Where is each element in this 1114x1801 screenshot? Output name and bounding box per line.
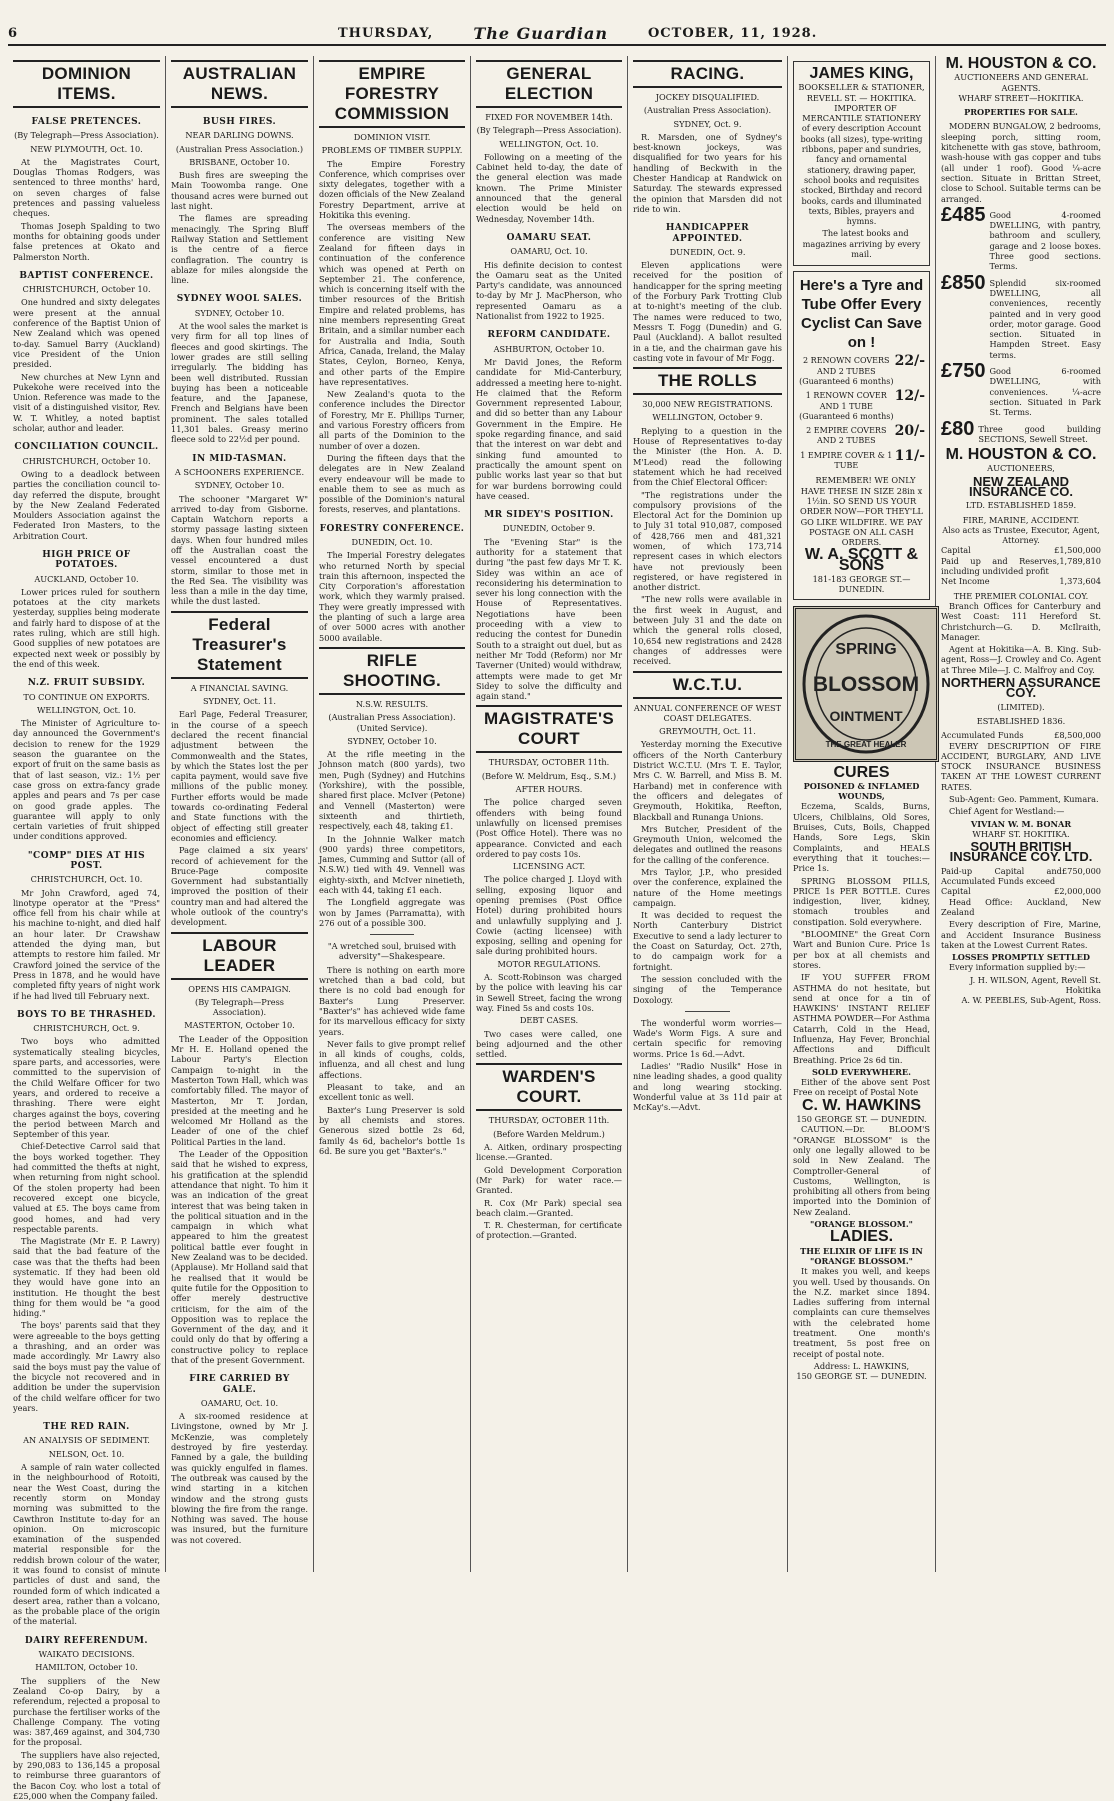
paragraph: The Longfield aggregate was won by James (Parramatta), with 276 out of a possible 300. [319, 897, 465, 928]
property-desc: Good 4-roomed DWELLING, with pantry, bathroom and scullery, garage and 2 loose boxes. Three good sections. Terms. [989, 209, 1101, 272]
paragraph: Mrs Butcher, President of the Greymouth Union, welcomed the delegates and outlined the reasons for the calling of the conference. [633, 823, 782, 865]
advert-name: M. HOUSTON & CO. [945, 55, 1097, 72]
masthead-day: THURSDAY, [338, 25, 434, 41]
advert-agent: J. H. WILSON, Agent, Revell St. Hokitika [969, 974, 1101, 996]
dateline: DUNEDIN, Oct. 10. [351, 536, 433, 547]
advert-paragraph: Head Office: Auckland, New Zealand [941, 896, 1101, 917]
price-row [798, 423, 925, 447]
property-price: £80 [941, 417, 975, 440]
advert-paragraph: EVERY DESCRIPTION OF FIRE ACCIDENT, BURGLARY, AND LIVE STOCK INSURANCE BUSINESS TAKEN AT THE LOWEST CURRENT RATES. [941, 740, 1101, 792]
paragraph: The police charged J. Lloyd with selling, exposing liquor and opening premises (Post Office Hotel) during prohibited hours and unlawfully supplying and J. Cowie (acting licensee) with exposing, selling and opening for sale during prohibited hours. [476, 874, 622, 957]
dateline: SYDNEY, Oct. 9. [673, 118, 742, 129]
masthead-title: The Guardian [473, 23, 608, 43]
dateline: DUNEDIN, Oct. 9. [669, 246, 746, 257]
finance-value: £750,000 [1061, 865, 1101, 876]
story-source: (By Telegraph—Press Association). [476, 125, 622, 136]
finance-row [941, 886, 1101, 896]
price-value: 11/- [894, 447, 925, 464]
story-subtitle: ANNUAL CONFERENCE OF WEST COAST DELEGATES. [633, 702, 782, 723]
paragraph: Mr John Crawford, aged 74, linotype operator at the "Press" office fell from his chair while at his machine to-night, and died half an hour later. Dr Crawshaw attended the dying man, but attempts to restore him failed. Mr Crawford joined the service of the Press in 1878, and he would have completed fifty years of night work if he had lived till February next. [13, 887, 160, 1001]
advert-paragraph: IMPORTER OF MERCANTILE STATIONERY of every description Account books (all sizes), type-writing ribbons, paper and sundries, fancy and ornamental stationery, drawing paper, school books and requisites stocked, Birthday and record books, cards and illuminated texts, Bibles, prayers and hymns. [800, 102, 923, 227]
paragraph: It was decided to request the North Canterbury District Executive to send a lady lecturer to the Coast on Saturday, Oct. 27th, to do campaign work for a fortnight. [633, 910, 782, 972]
advert-ladies: LADIES. [829, 1228, 894, 1246]
story-subtitle: DOMINION VISIT. [353, 132, 431, 142]
paragraph: The Empire Forestry Conference, which comprises over sixty delegates, together with a dozen officials of the New Zealand Forestry Department, arrive at Hokitika this evening. [319, 158, 465, 221]
story-title: MR SIDEY'S POSITION. [484, 510, 614, 521]
advert-paragraph: Eczema, Scalds, Burns, Ulcers, Chilblains, Old Sores, Bruises, Cuts, Boils, Chapped Hands, Sore Legs, Skin Complaints, and HEALS everything that it touches:—Price 1s. [793, 801, 930, 874]
finance-value: £1,500,000 [1054, 545, 1101, 556]
story-source: (By Telegraph—Press Association). [195, 996, 284, 1018]
paragraph: "The new rolls were available in the first week in August, and between July 31 and the date on which the general rolls closed, 10,654 new registrations and 2428 changes of addresses were received. [633, 594, 782, 667]
story-source: (Australian Press Association). (United Service). [328, 712, 456, 733]
story-subtitle: OPENS HIS CAMPAIGN. [188, 983, 291, 994]
dateline: DUNEDIN, October 9. [502, 523, 596, 534]
advert-est: LTD. ESTABLISHED 1859. [965, 500, 1077, 511]
seal-bot-text: OINTMENT [829, 707, 903, 724]
story-title: FIRE CARRIED BY GALE. [189, 1374, 290, 1395]
price-row [798, 353, 925, 387]
advert-name: NEW ZEALAND INSURANCE CO. [968, 473, 1073, 499]
masthead [8, 22, 1106, 46]
section-title: WARDEN'S COURT. [476, 1063, 622, 1111]
paragraph: Earl Page, Federal Treasurer, in the course of a speech declared the recent financial adjustment between the Commonwealth and the States, by which the States lost the per capita payment, would save five millions of the public money. Further efforts would be made towards co-ordinating Federal and State functions with the object of effecting still greater economies and efficiency. [171, 709, 308, 843]
finance-label: Capital [941, 886, 971, 897]
finance-row [941, 545, 1101, 555]
paragraph: The overseas members of the conference are visiting New Zealand for fifteen days in continuation of the conference which was opened at Perth on September 21. The conference, which is concerning itself with the timber resources of the British Empire and related problems, has nine members representing Great Britain, and a similar number each for Australia and India, South Africa, Canada, Ireland, the Malay States, Ceylon, Borneo, Kenya, and other parts of the Empire have representatives. [319, 222, 465, 387]
columns [8, 55, 1106, 1801]
finance-label: Accumulated Funds [941, 730, 1024, 741]
paragraph: There is nothing on earth more wretched than a bad cold, but there is no cold bad enough for Baxter's Lung Preserver. "Baxter's" has achieved wide fame for its marvellous efficacy for sixty years. [319, 964, 465, 1037]
story-subtitle: NEAR DARLING DOWNS. [185, 130, 294, 141]
property-price: £850 [941, 271, 986, 294]
masthead-date: OCTOBER, 11, 1928. [647, 25, 818, 41]
advert-est: ESTABLISHED 1836. [976, 715, 1066, 726]
paragraph: R. Cox (Mr Park) special sea beach claim.—Granted. [476, 1197, 622, 1218]
section-title: EMPIRE FORESTRY COMMISSION [319, 60, 465, 128]
advert-address: 150 GEORGE ST. — DUNEDIN. [796, 1114, 927, 1125]
finance-row [941, 730, 1101, 740]
advert-quote: "A wretched soul, bruised with adversity"—Shakespeare. [327, 941, 457, 962]
price-item: 2 EMPIRE COVERS AND 2 TUBES [806, 426, 887, 446]
paragraph: The Leader of the Opposition Mr H. E. Holland opened the Labour Party's Election Campaign to-night in the Masterton Town Hall, which was comfortably filled. The mayor of Masterton, Mr T. Jordan, presided at the meeting and he welcomed Mr Holland as the Leader of one of the chief Political Parties in the land. [171, 1033, 308, 1147]
finance-label: Net Income [941, 576, 990, 587]
section-title: GENERAL ELECTION [476, 60, 622, 108]
paragraph: In the Johnnie Walker match (900 yards) three competitors, James, Cumming and Suttor (all of N.S.W.) tied with 49. Vennell was eighty-sixth, and McIver ninetieth, each with 44, taking £1 each. [319, 833, 465, 895]
finance-value: 1,789,810 [1059, 555, 1101, 566]
advert-trade: BOOKSELLER & STATIONER, [798, 82, 925, 93]
story-subtitle: FIXED FOR NOVEMBER 14th. [485, 112, 613, 122]
property-price: £750 [941, 360, 986, 383]
paragraph: At the rifle meeting in the Johnson match (800 yards), two men, Pugh (Sydney) and Hutchins (Yorkshire), with the possible, shared first place. McIver (Petone) and Vennell (Masterton) were sixteenth and thirtieth, respectively, each 48, taking £1. [319, 749, 465, 832]
paragraph: At the Magistrates Court, Douglas Thomas Rodgers, was sentenced to three months' hard, on seven charges of false pretences and passing valueless cheques. [13, 156, 160, 219]
paragraph: "The registrations under the compulsory provisions of the Electoral Act for the Dominion up to July 31 total 910,087, composed of 428,766 men and 481,321 women, of which 173,714 represent cases in which electors have not previously been registered, or have registered in another district. [633, 489, 782, 593]
advert-james-king [793, 61, 930, 266]
paragraph: The boys' parents said that they were agreeable to the boys getting a thrashing, and an order was made accordingly. Mr Lawry also said the boys must pay the value of the bicycle not recovered and in addition be under the supervision of the child welfare officer for two years. [13, 1320, 160, 1413]
story-subtitle: A SCHOONERS EXPERIENCE. [174, 466, 305, 477]
advert-address: WHARF STREET—HOKITIKA. [958, 92, 1084, 103]
paragraph: A. Aitken, ordinary prospecting license.—Granted. [476, 1142, 622, 1163]
paragraph: Gold Development Corporation (Mr Park) for water race.—Granted. [476, 1164, 622, 1196]
dateline: SYDNEY, October 10. [347, 735, 437, 746]
advert-address: 150 GEORGE ST. — DUNEDIN. [796, 1371, 927, 1382]
advert-name: C. W. HAWKINS [801, 1096, 922, 1114]
dateline: WELLINGTON, Oct. 10. [499, 138, 599, 149]
paragraph: Never fails to give prompt relief in all kinds of coughs, colds, influenza, and all chest and lung affections. [319, 1038, 465, 1080]
finance-value: 1,373,604 [1059, 576, 1101, 587]
property-listing [941, 203, 1101, 272]
story-title: THE RED RAIN. [43, 1422, 130, 1433]
advert-paragraph: The latest books and magazines arriving by every mail. [802, 228, 921, 260]
dateline: WELLINGTON, October 9. [652, 412, 763, 423]
dateline: HAMILTON, October 10. [35, 1662, 138, 1673]
paragraph: A six-roomed residence at Livingstone, owned by Mr J. McKenzie, was completely destroyed by fire yesterday. Fanned by a gale, the building was quickly engulfed in flames. The outbreak was caused by the wind starting in a kitchen window and the strong gusts blowing the fire from the range. Nothing was saved. The house was insured, but the furniture was not covered. [171, 1411, 308, 1545]
story-subtitle: LICENSING ACT. [512, 861, 586, 872]
advert-paragraph: Chief Agent for Westland:— [949, 806, 1065, 817]
advert-also: Also acts as Trustee, Executor, Agent, Attorney. [942, 524, 1100, 546]
advert-heading: POISONED & INFLAMED WOUNDS, [803, 780, 920, 802]
dateline: SYDNEY, October 10. [194, 480, 285, 491]
advert-paragraph: SPRING BLOSSOM PILLS, PRICE 1s PER BOTTLE. Cures indigestion, liver, kidney, stomach troubles and constipation. Sold everywhere. [793, 875, 930, 927]
price-value: 12/- [894, 388, 925, 405]
section-title: DOMINION ITEMS. [13, 60, 160, 108]
paragraph: Following on a meeting of the Cabinet held to-day, the date of the general election was made known. The Prime Minister announced that the general election would be held on Wednesday, November 14th. [476, 151, 622, 224]
dateline: WELLINGTON, Oct. 10. [36, 704, 137, 715]
story-title: REFORM CANDIDATE. [487, 330, 611, 341]
advert-heading: PROPERTIES FOR SALE. [964, 107, 1078, 118]
section-title: LABOUR LEADER [171, 932, 308, 980]
column-general-election [471, 56, 628, 1572]
property-desc: Good 6-roomed DWELLING, with conveniences. ¼-acre section. Situated in Park St. Terms. [989, 366, 1101, 418]
advert-paragraph: Agent at Hokitika—A. B. King. Sub-agent, Ross—J. Crowley and Co. Agent at Three Mile—J. C. Malfroy and Coy. [941, 644, 1101, 675]
seal-mid-text: BLOSSOM [812, 672, 920, 696]
price-value: 22/- [894, 353, 925, 370]
advert-firm: W. A. SCOTT & SONS [804, 546, 919, 574]
story-source: (Australian Press Association). [643, 105, 772, 116]
paragraph: Two boys who admitted systematically stealing bicycles, spare parts, and accessories, were committed to the supervision of the Child Welfare Officer for two years, and ordered to receive a thrashing. There were eight charges against the boys, covering the period between March and September of this year. [13, 1036, 160, 1140]
property-desc: Splendid six-roomed DWELLING, all conveniences, recently painted and in very good order, motor garage. Good section. Situated in Hampden Street. Easy terms. [989, 277, 1101, 360]
paragraph: Owing to a deadlock between parties the conciliation council to-day referred the dispute, brought by the New Zealand Federated Moulders Association against the Federated Iron Masters, to the Arbitration Court. [13, 468, 160, 541]
dateline: CHRISTCHURCH, October 10. [22, 284, 151, 295]
paragraph: During the fifteen days that the delegates are in New Zealand every endeavour will be made to enable them to see as much as possible of the Dominion's natural forests, reserves, and plantations. [319, 452, 465, 515]
finance-row [941, 576, 1101, 586]
advert-paragraph: CAUTION.—Dr. BLOOM'S "ORANGE BLOSSOM" is the only one legally allowed to be sold in New Zealand. The Comptroller-General of Customs, Wellington, is prohibiting all others from being imported into the Dominion of New Zealand. [793, 1124, 930, 1217]
story-subtitle: TO CONTINUE ON EXPORTS. [23, 691, 150, 702]
advert-name: SOUTH BRITISH INSURANCE COY. LTD. [949, 839, 1093, 865]
story-subtitle: PROBLEMS OF TIMBER SUPPLY. [321, 145, 463, 156]
story-subtitle: AN ANALYSIS OF SEDIMENT. [23, 1435, 150, 1446]
section-title: THE ROLLS [633, 367, 782, 395]
advert-heading: THE ELIXIR OF LIFE IS IN "ORANGE BLOSSOM." [800, 1245, 923, 1266]
dateline: ASHBURTON, October 10. [493, 343, 605, 354]
advert-paragraph: Either of the above sent Post Free on receipt of Postal Note [793, 1077, 930, 1098]
page-number: 6 [8, 25, 19, 41]
advert-paragraph: Ladies' "Radio Nusilk" Hose in nine leading shades, a good quality and long wearing stocking. Wonderful value at 3s 11d pair at McKay's.—Advt. [633, 1061, 782, 1113]
seal-top-text: SPRING [835, 640, 897, 658]
column-australian-news [166, 56, 314, 1572]
paragraph: Eleven applications were received for the position of handicapper for the spring meeting of the Forbury Park Trotting Club at to-night's meeting of the club. The names were reduced to two, Messrs T. Fogg (Dunedin) and G. Paul (Auckland). A ballot resulted in a tie, and the chairman gave his casting vote in favour of Mr Fogg. [633, 260, 782, 363]
dateline: SYDNEY, October 10. [194, 307, 285, 318]
story-source: (By Telegraph—Press Association). [14, 130, 159, 141]
paragraph: Mr David Jones, the Reform candidate for Mid-Canterbury, addressed a meeting here to-night. He claimed that the Reform Government represented Labour, and did so better than any Labour Government in the Empire. He spoke regarding finance, and said that the interest on war debt and sinking fund amounted to practically the amount spent on public works last year so that but for war burdens borrowing could have ceased. [476, 356, 622, 501]
dateline: BRISBANE, October 10. [189, 156, 290, 167]
finance-value: £2,000,000 [1054, 886, 1101, 897]
advert-paragraph: Every description of Fire, Marine, and Accident Insurance Business taken at the Lowest Current Rates. [941, 919, 1101, 950]
dateline: SYDNEY, Oct. 11. [202, 696, 277, 707]
divider [685, 1011, 730, 1012]
paragraph: The session concluded with the singing of the Temperance Doxology. [633, 973, 782, 1005]
dateline: OAMARU, Oct. 10. [510, 246, 588, 257]
dateline: AUCKLAND, October 10. [34, 573, 139, 584]
dateline: CHRISTCHURCH, Oct. 9. [33, 1023, 140, 1034]
section-title: Federal Treasurer's Statement [171, 611, 308, 679]
paragraph: Baxter's Lung Preserver is sold by all chemists and stores. Generous sized bottle 2s 6d, family 4s 6d, bachelor's bottle 1s 6d. Be sure you get "Baxter's." [319, 1104, 465, 1156]
paragraph: Pleasant to take, and an excellent tonic as well. [319, 1082, 465, 1103]
dateline: OAMARU, Oct. 10. [200, 1397, 279, 1408]
story-title: "COMP" DIES AT HIS POST. [27, 850, 146, 871]
paragraph: The schooner "Margaret W" arrived to-day from Gisborne. Captain Watchorn reports a stormy passage lasting sixteen days. When four hundred miles off the Australian coast the vessel encountered a dust storm, similar to those met in the Red Sea. The visibility was less than a mile in the day time, while the dust lasted. [171, 493, 308, 607]
section-title: RIFLE SHOOTING. [319, 647, 465, 695]
paragraph: The suppliers of the New Zealand Co-op Dairy, by a referendum, rejected a proposal to purchase the fertiliser works of the Challenge Company. The voting was: 387,469 against, and 304,730 for the proposal. [13, 1675, 160, 1748]
price-value: 20/- [894, 423, 925, 440]
advert-trade: AUCTIONEERS AND GENERAL AGENTS. [954, 72, 1088, 93]
story-subtitle: MOTOR REGULATIONS. [497, 958, 601, 969]
advert-lines: FIRE, MARINE, ACCIDENT. [962, 514, 1080, 525]
story-subtitle: N.S.W. RESULTS. [355, 698, 429, 709]
story-title: BOYS TO BE THRASHED. [16, 1009, 157, 1020]
property-listing [941, 360, 1101, 418]
advert-address: REVELL ST. — HOKITIKA. [806, 92, 917, 103]
finance-label: Capital [941, 545, 971, 556]
story-title: SYDNEY WOOL SALES. [176, 294, 303, 305]
paragraph: The suppliers have also rejected, by 290,083 to 136,145 a proposal to reimburse three guarantors of the Bacon Coy. who lost a total of £25,000 when the Company failed. [13, 1749, 160, 1801]
story-title: CONCILIATION COUNCIL. [14, 442, 159, 453]
price-row [798, 388, 925, 422]
advert-agent: A. W. PEEBLES, Sub-Agent, Ross. [961, 995, 1101, 1006]
advert-name: JAMES KING, [809, 65, 914, 82]
advert-paragraph: "BLOOMINE" the Great Corn Wart and Bunion Cure. Price 1s per box at all chemists and stores. [793, 929, 930, 970]
paragraph: Lower prices ruled for southern potatoes at the city markets yesterday, supplies being moderate and fairly hard to dispose of at the rates ruling, which are still high. Good supplies of new potatoes are expected next week or possibly by the end of this week. [13, 586, 160, 669]
advert-address: Address: L. HAWKINS, [813, 1360, 910, 1371]
paragraph: Replying to a question in the House of Representatives to-day the Minister (the Hon. A. D. M'Leod) read the following statement which he had received from the Chief Electoral Officer: [633, 425, 782, 488]
paragraph: Yesterday morning the Executive officers of the North Canterbury District W.C.T.U. (Mrs T. E. Taylor, Mrs C. W. Barrell, and Miss B. M. Harband) met in conference with the officers and delegates of Greymouth, Hokitika, Reefton, Blackball and Runanga Unions. [633, 739, 782, 822]
property-price: £485 [941, 203, 986, 226]
paragraph: A sample of rain water collected in the neighbourhood of Rotoiti, near the West Coast, during the recently storm on Monday morning was submitted to the Cawthron Institute to-day for an opinion. On microscopic examination of the suspended material responsible for the reddish brown colour of the water, it was found to consist of minute particles of dust and sand, the rounded form of which indicated a desert area, rather than a volcano, as the probable place of the origin of the material. [13, 1462, 160, 1627]
paragraph: His definite decision to contest the Oamaru seat as the United Party's candidate, was announced to-day by Mr J. MacPherson, who represented Oamaru as a Nationalist from 1922 to 1925. [476, 259, 622, 322]
column-dominion-items [8, 56, 166, 1801]
price-item: 1 RENOWN COVER AND 1 TUBE (Guaranteed 6 months) [799, 391, 894, 421]
finance-row [941, 556, 1101, 577]
finance-label: Paid-up Capital and Accumulated Funds exceed [941, 865, 1062, 887]
section-title: W.C.T.U. [633, 671, 782, 699]
story-subtitle: AFTER HOURS. [515, 784, 583, 795]
story-subtitle: WAIKATO DECISIONS. [38, 1649, 135, 1660]
column-empire-forestry [314, 56, 471, 1572]
court-before: (Before Warden Meldrum.) [493, 1128, 605, 1139]
paragraph: Two cases were called, one being adjourned and the other settled. [476, 1028, 622, 1060]
section-title: MAGISTRATE'S COURT [476, 705, 622, 753]
paragraph: Chief-Detective Carrol said that the boys worked together. They had committed the thefts at night, when returning from night school. Of the stolen property had been recovered except one bicycle, valued at £5. The boys came from good homes, and had very respectable parents. [13, 1141, 160, 1234]
advert-paragraph: REMEMBER! WE ONLY HAVE THESE IN SIZE 28in x 1½in. SO SEND US YOUR ORDER NOW—FOR THEY'LL GO LIKE WILDFIRE. WE PAY POSTAGE ON ALL CASH ORDERS. [800, 475, 923, 548]
advert-firm: THE PREMIER COLONIAL COY. [953, 590, 1089, 601]
paragraph: Page claimed a six years' record of achievement for the Bruce-Page composite Government had substantially improved the position of their country man and had altered the whole outlook of the country's development. [171, 845, 308, 928]
paragraph: Thomas Joseph Spalding to two months for obtaining goods under false pretences at Okato and Palmerston North. [13, 220, 160, 262]
paragraph: The "Evening Star" is the authority for a statement that during "the past few days Mr T. K. Sidey was within an ace of reconsidering his determination to sever his long connection with the House of Representatives. Negotiations have been proceeding with a view to reducing the contest for Dunedin South to a straight out duel, but as neither Mr Todd (Reform) nor Mr Taverner (United) would withdraw, attempts were made to get Mr Sidey to solve the difficulty and again stand." [476, 536, 622, 702]
advert-paragraph: The wonderful worm worries—Wade's Worm Figs. A sure and certain specific for removing worms. Price 1s 6d.—Advt. [633, 1017, 782, 1059]
paragraph: New churches at New Lynn and Pukekohe were received into the Union. Reference was made to the visit of a distinguished visitor, Rev. W. T. Whitley, a noted baptist scholar, author and leader. [13, 371, 160, 434]
paragraph: Bush fires are sweeping the Main Toowomba range. One thousand acres were burned out last night. [171, 170, 308, 212]
story-title: HIGH PRICE OF POTATOES. [42, 549, 131, 571]
dateline: GREYMOUTH, Oct. 11. [659, 726, 756, 737]
story-title: IN MID-TASMAN. [192, 453, 287, 464]
advert-address: WHARF ST. HOKITIKA. [972, 828, 1070, 839]
story-title: BAPTIST CONFERENCE. [19, 270, 154, 281]
paragraph: Mrs Taylor, J.P., who presided over the conference, explained the nature of the Home meetings campaign. [633, 867, 782, 908]
paragraph: The Minister of Agriculture to-day announced the Government's decision to renew for the 1929 season the guarantee on the export of fruit on the same basis as that of last season, viz.: 1½ per case gross on extra-fancy grade apples and pears and 7s per case on good grade apples. The guarantee will apply to only certain varieties of fruit shipped under conditions approved. [13, 718, 160, 842]
story-source: (Australian Press Association.) [175, 143, 304, 154]
seal-bottom-text: THE GREAT HEALER [825, 739, 907, 749]
paragraph: The Leader of the Opposition said that he wished to express, his gratification at the splendid attendance that night. To him it was an indication of the great interest that was being taken in the political situation and in the campaign in which what appeared to him the greatest political battle ever fought in New Zealand was to be decided. (Applause). Mr Holland said that he realised that it would be quite futile for the Opposition to offer merely destructive criticism, for the aim of the Opposition was to replace the Government of the day, and it could only do that by offering a constructive policy to replace that of the present Government. [171, 1149, 308, 1365]
court-before: (Before W. Meldrum, Esq., S.M.) [481, 770, 617, 781]
advert-paragraph: MODERN BUNGALOW, 2 bedrooms, sleeping porch, sitting room, kitchenette with gas stove, bathroom, wash-house with gas copper and tubs (all under 1 roof). Good ¼-acre section. Situate in Brittan Street, close to School. Suitable terms can be arranged. [941, 121, 1101, 204]
advert-address: 181-183 GEORGE ST.—DUNEDIN. [812, 573, 911, 595]
section-title: RACING. [633, 60, 782, 88]
dateline: CHRISTCHURCH, October 10. [22, 455, 151, 466]
advert-paragraph: Branch Offices for Canterbury and West Coast: 111 Hereford St. Christchurch—G. D. McIlraith, Manager. [941, 600, 1101, 642]
column-advertisements-2 [936, 56, 1106, 1572]
advert-paragraph: IF YOU SUFFER FROM ASTHMA do not hesitate, but send at once for a tin of HAWKINS' INSTANT RELIEF ASTHMA POWDER—For Asthma Catarrh, Cold in the Head, Influenza, Hay Fever, Bronchial Affections and Difficult Breathing. Price 2s 6d tin. [793, 972, 930, 1065]
finance-label: Paid up and Reserves, including undivided profit [941, 555, 1060, 577]
story-subtitle: 30,000 NEW REGISTRATIONS. [642, 399, 773, 410]
spring-blossom-seal-logo [793, 606, 939, 762]
advert-paragraph: Sub-Agent: Geo. Pamment, Kumara. [949, 794, 1099, 804]
story-title: BUSH FIRES. [202, 117, 277, 127]
story-subtitle: DEBT CASES. [519, 1015, 579, 1026]
dateline: NEW PLYMOUTH, Oct. 10. [30, 143, 143, 154]
paragraph: One hundred and sixty delegates were present at the annual conference of the Baptist Union of New Zealand which was opened to-day. Samuel Barry (Auckland) vice President of the Union presided. [13, 297, 160, 370]
advert-heading: Here's a Tyre and Tube Offer Every Cyclist Can Save on ! [799, 277, 924, 352]
price-item: 2 RENOWN COVERS AND 2 TUBES (Guaranteed 6 months) [799, 356, 894, 386]
advert-heading: LOSSES PROMPTLY SETTLED [951, 952, 1090, 963]
seal-graphic [796, 609, 936, 759]
price-row [798, 447, 925, 472]
advert-trade: AUCTIONEERS, [987, 463, 1055, 474]
paragraph: The flames are spreading menacingly. The Spring Bluff Railway Station and Settlement is the centre of a fierce conflagration. The country is ablaze for miles alongside the line. [171, 213, 308, 286]
advert-name: M. HOUSTON & CO. [945, 446, 1097, 464]
story-title: FALSE PRETENCES. [31, 117, 142, 127]
price-item: 1 EMPIRE COVER & 1 TUBE [800, 450, 893, 471]
dateline: MASTERTON, October 10. [184, 1020, 295, 1031]
paragraph: R. Marsden, one of Sydney's best-known jockeys, was disqualified for two years for his handling of Beckwith in the Chester Handicap at Randwick on Saturday. The stewards expressed the opinion that Marsden did not ride to win. [633, 131, 782, 214]
story-subtitle: JOCKEY DISQUALIFIED. [655, 92, 760, 102]
finance-row [941, 866, 1101, 887]
finance-value: £8,500,000 [1054, 730, 1101, 741]
story-title: OAMARU SEAT. [506, 232, 592, 243]
property-listing [941, 271, 1101, 360]
story-title: N.Z. FRUIT SUBSIDY. [27, 678, 146, 689]
advert-heading: "ORANGE BLOSSOM." [810, 1219, 913, 1230]
property-listing [941, 417, 1101, 445]
story-title: HANDICAPPER APPOINTED. [665, 223, 750, 244]
divider [370, 934, 414, 935]
paragraph: The police charged seven offenders with being found unlawfully on licensed premises (Post Office Hotel). There was no appearance. Convicted and each ordered to pay costs 10s. [476, 797, 622, 859]
advert-tyre-offer [793, 271, 930, 599]
advert-ltd: (LIMITED). [997, 701, 1045, 712]
section-title: AUSTRALIAN NEWS. [171, 60, 308, 108]
paragraph: T. R. Chesterman, for certificate of protection.—Granted. [476, 1220, 622, 1241]
advert-agent: VIVIAN W. M. BONAR [970, 818, 1072, 829]
column-advertisements-1 [788, 56, 936, 1572]
court-date: THURSDAY, OCTOBER 11th. [488, 1115, 610, 1126]
paragraph: New Zealand's quota to the conference includes the Director of Forestry, Mr E. Phillips Turner, and various Forestry officers from all parts of the Dominion to the number of over a dozen. [319, 389, 465, 451]
story-subtitle: A FINANCIAL SAVING. [190, 682, 289, 693]
dateline: NELSON, Oct. 10. [48, 1448, 125, 1459]
paragraph: At the wool sales the market is very firm for all top lines of fleeces and good skirtings. The lower grades are still selling irregularly. The bidding has been well distributed. Russian buying has been a noticeable feature, and the Japanese, French and Belgians have been prominent. The sales totalled 11,301 bales. Greasy merino fleece sold to 22½d per pound. [171, 321, 308, 445]
advert-name: NORTHERN ASSURANCE COY. [941, 675, 1101, 701]
column-racing [628, 56, 788, 1572]
dateline: CHRISTCHURCH, Oct. 10. [30, 874, 143, 885]
advert-paragraph: Every information supplied by:— [949, 962, 1086, 973]
court-date: THURSDAY, OCTOBER 11th. [488, 757, 610, 768]
paragraph: The Magistrate (Mr E. P. Lawry) said that the bad feature of the case was that the thefts had been systematic. If they had been old they would have gone into an institution. He thought the best thing for them would be "a good hiding." [13, 1236, 160, 1319]
paragraph: A. Scott-Robinson was charged by the police with leaving his car in Sewell Street, facing the wrong way. Fined 5s and costs 10s. [476, 972, 622, 1013]
property-desc: Three good building SECTIONS, Sewell Street. [978, 423, 1101, 444]
story-title: FORESTRY CONFERENCE. [319, 523, 465, 534]
story-title: DAIRY REFERENDUM. [24, 1635, 149, 1646]
paragraph: The Imperial Forestry delegates who returned North by special train this afternoon, inspected the City Corporation's afforestation work, which they warmly praised. They were greatly impressed with the planting of such a large area of over 5000 acres with another 5000 available. [319, 550, 465, 643]
advert-sold: SOLD EVERYWHERE. [811, 1066, 912, 1077]
advert-paragraph: It makes you well, and keeps you well. Used by thousands. On the N.Z. market since 1894. Ladies suffering from internal complaints can cure themselves with the celebrated home treatment. One month's treatment, 5s post free on receipt of postal note. [793, 1266, 930, 1359]
advert-cures: CURES [833, 763, 890, 781]
